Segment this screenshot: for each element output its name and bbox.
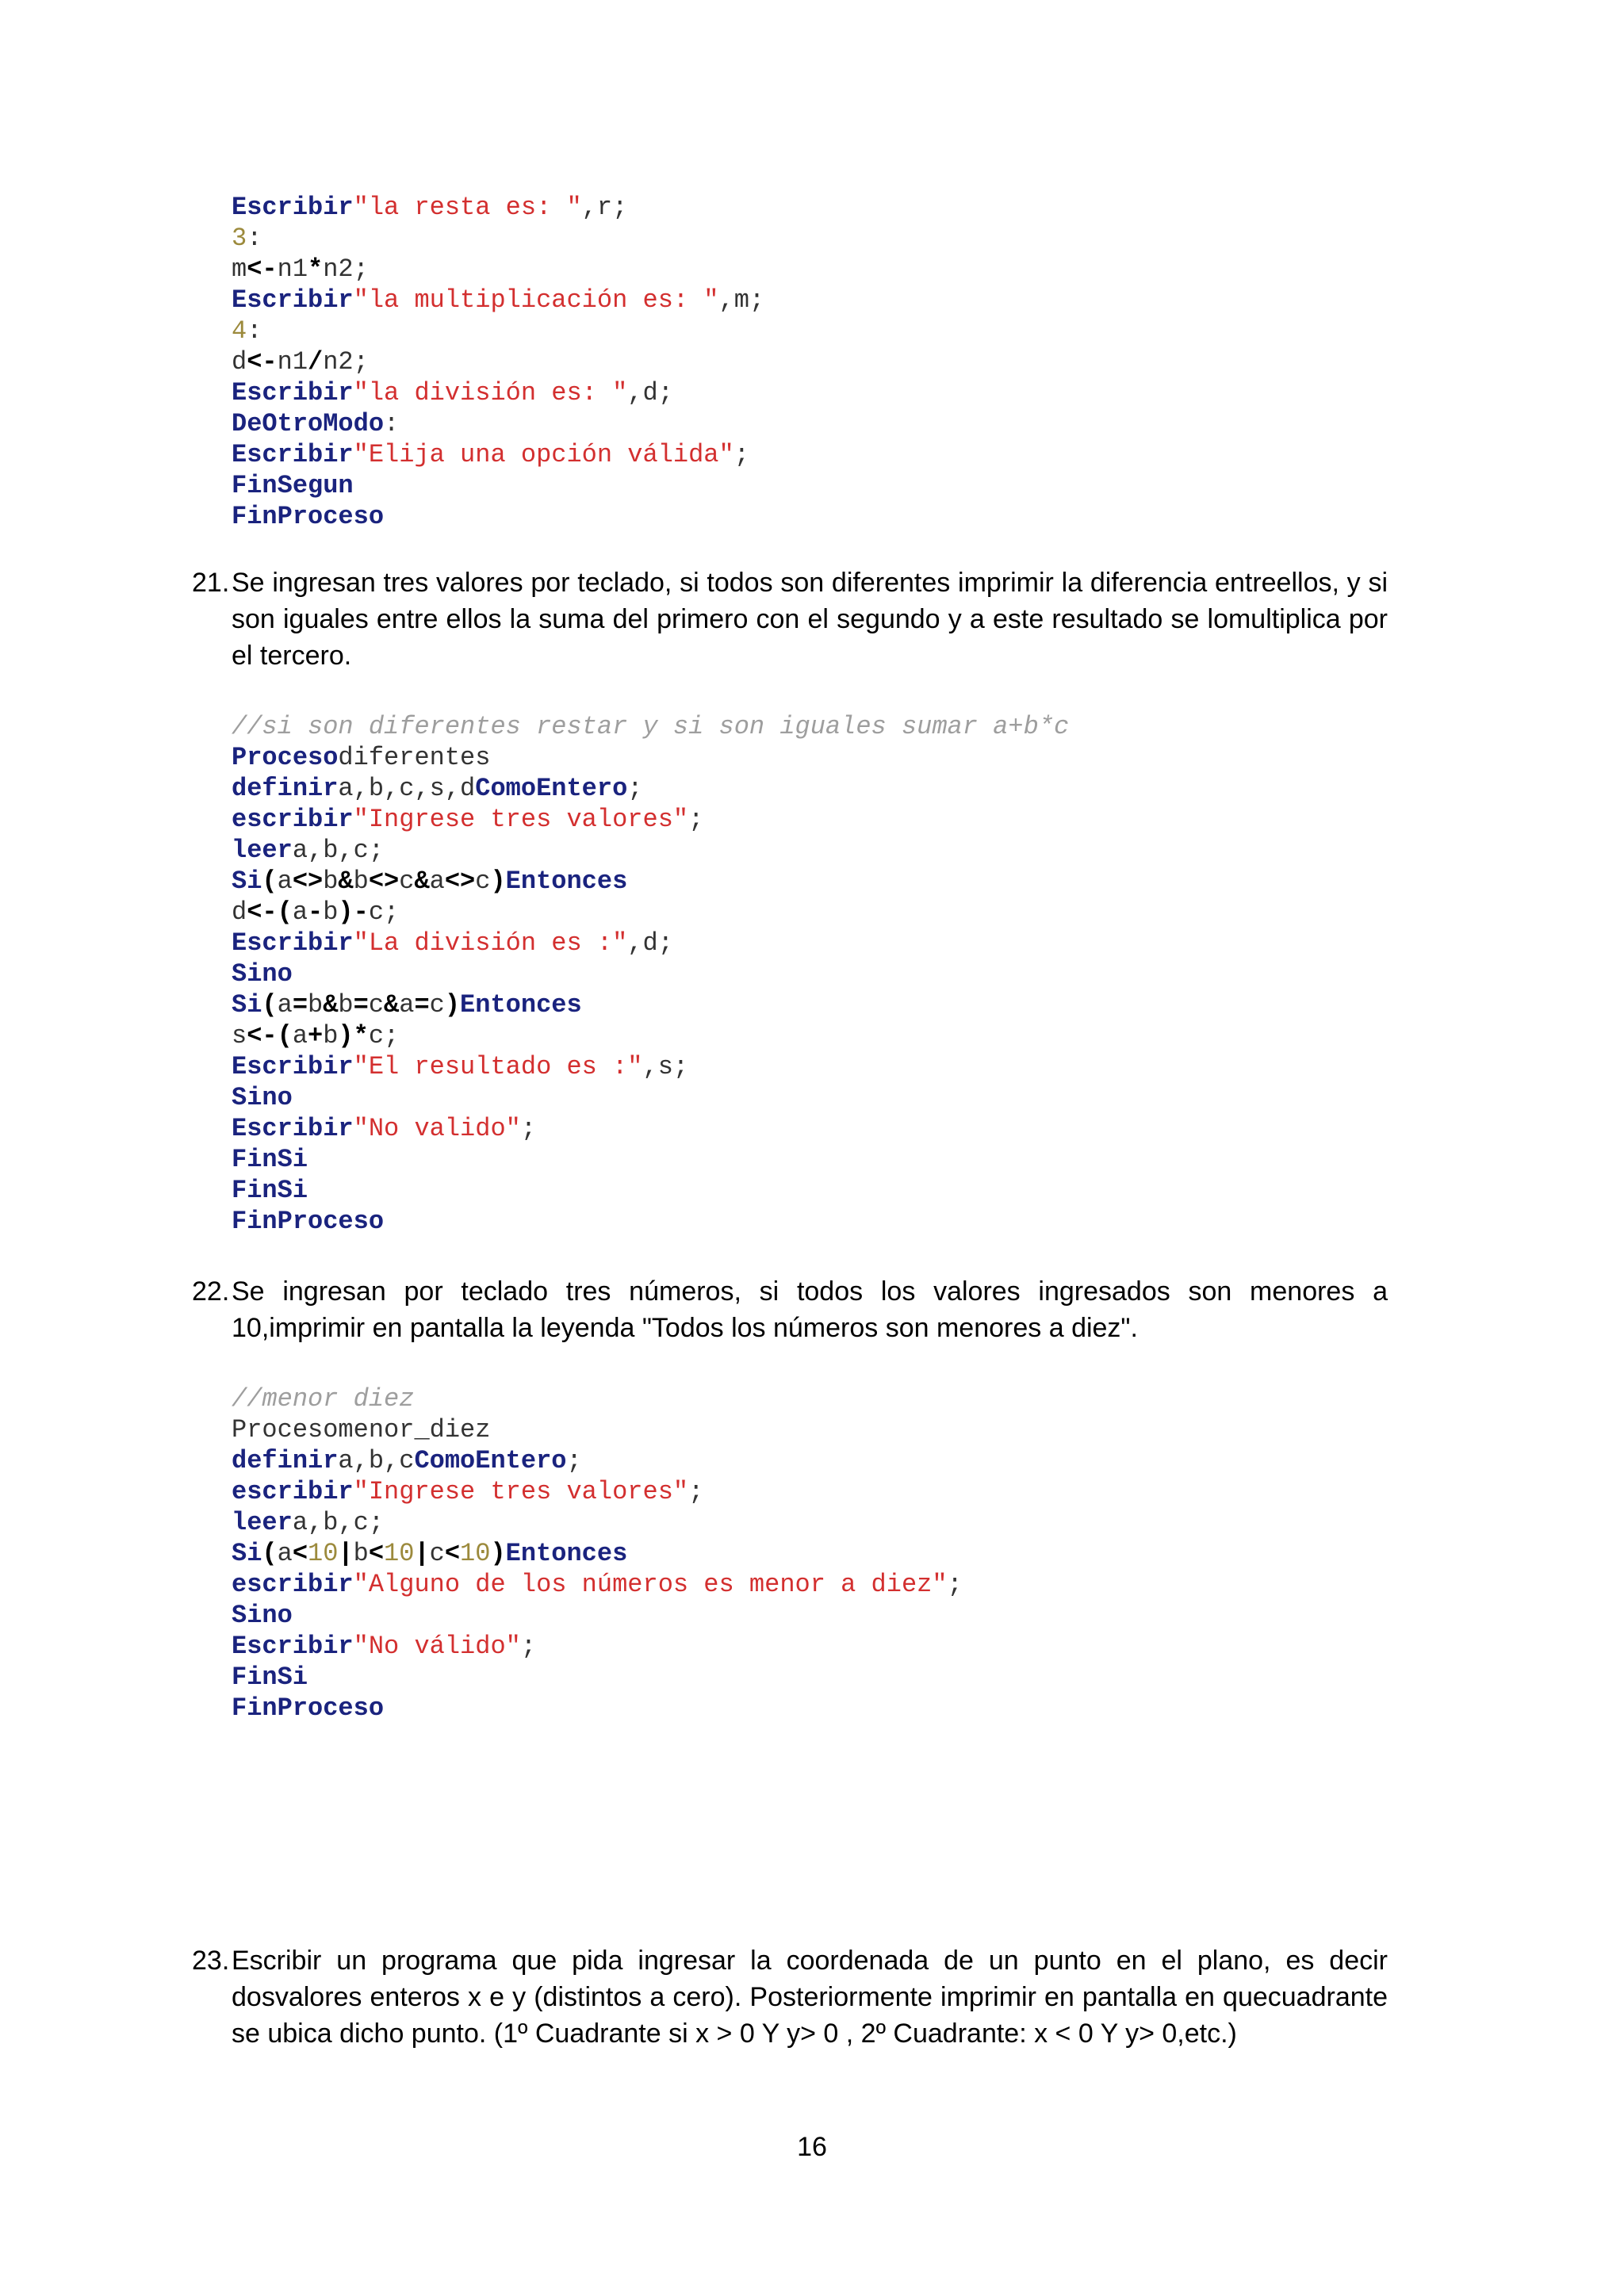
code-token: ; [520,1114,537,1143]
code-token: "la multiplicación es: " [353,285,719,315]
code-token: ; [947,1570,963,1599]
code-token: : [247,224,262,253]
code-token: a [429,867,445,896]
code-token: escribir [232,805,354,834]
code-token: ; [688,1477,704,1506]
code-token: Entonces [505,1539,628,1568]
code-token: Sino [232,959,293,989]
code-token: c [368,990,385,1020]
code-line [232,835,1069,866]
code-token: ( [277,897,293,927]
code-token: / [308,347,324,377]
code-token: ,d; [627,928,673,958]
code-token: 3 [232,224,247,253]
exercise-statement: Escribir un programa que pida ingresar la coordenada de un punto en el plano, es decir dosvalores enteros x e y (distintos a cero). Posteriormente imprimir en pantalla en quecuadrante se ubica dicho punto. (1º Cuadrante si x > 0 Y y> 0 , 2º Cuadrante: x < 0 Y y> 0,etc.) [232,1946,1388,2049]
code-line [232,897,1069,928]
code-line [232,439,764,470]
code-token: < [444,1539,461,1568]
code-token: a [292,1021,308,1050]
code-line [232,1476,963,1507]
code-line [232,989,1069,1020]
code-token: ) [338,897,354,927]
code-token: escribir [232,1570,354,1599]
code-token: n2; [323,347,369,377]
code-token: ( [277,1021,293,1050]
code-token: 10 [460,1539,491,1568]
code-token: a,b,c; [292,1508,385,1537]
code-token: "No valido" [353,1114,521,1143]
code-token: "El resultado es :" [353,1052,643,1081]
code-line [232,1538,963,1569]
code-token: "La división es :" [353,928,628,958]
code-block-menor-diez [232,1383,963,1724]
code-token: = [353,990,369,1020]
code-token: ( [262,990,278,1020]
code-token: a [277,867,293,896]
code-token: b [323,867,339,896]
code-token: * [353,1021,369,1050]
code-token: diferentes [338,743,491,772]
exercise-number: 22. [192,1276,230,1307]
code-token: a,b,c [338,1446,415,1475]
exercise-statement: Se ingresan tres valores por teclado, si todos son diferentes imprimir la diferencia entreellos, y si son iguales entre ellos la suma del primero con el segundo y a este resultado se lomultiplica por el tercero. [232,568,1388,671]
code-token: <> [368,867,400,896]
code-token: & [384,990,400,1020]
code-token: "Ingrese tres valores" [353,805,689,834]
code-token: a [399,990,415,1020]
code-token: Escribir [232,1632,354,1661]
code-token: * [308,254,324,284]
code-line [232,1020,1069,1051]
code-line [232,959,1069,989]
code-line [232,408,764,439]
code-line [232,804,1069,835]
code-token: m [232,254,247,284]
code-token: ,m; [718,285,765,315]
code-token: d [232,347,247,377]
code-token: escribir [232,1477,354,1506]
code-token: ) [444,990,461,1020]
code-line [232,377,764,408]
code-token: b [308,990,324,1020]
code-token: b [353,1539,369,1568]
code-token: ,r; [581,193,628,222]
code-token: Escribir [232,928,354,958]
code-token: s [232,1021,247,1050]
code-token: ) [490,867,506,896]
code-token: + [308,1021,324,1050]
code-token: | [414,1539,430,1568]
code-line [232,346,764,377]
code-token: ,s; [642,1052,689,1081]
exercise-number: 23. [192,1946,230,1976]
code-token: //si son diferentes restar y si son iguales sumar a+b*c [232,712,1070,741]
code-token: definir [232,774,339,803]
code-token: Procesomenor_diez [232,1415,491,1445]
code-line [232,1206,1069,1237]
code-line [232,773,1069,804]
code-token: ComoEntero [414,1446,567,1475]
code-line [232,742,1069,773]
code-token: 10 [384,1539,415,1568]
code-token: FinProceso [232,1693,385,1723]
code-line [232,866,1069,897]
code-token: < [368,1539,385,1568]
code-token: Si [232,1539,262,1568]
code-token: Sino [232,1083,293,1112]
code-token: < [292,1539,308,1568]
code-token: & [338,867,354,896]
code-token: "la resta es: " [353,193,582,222]
code-line [232,711,1069,742]
code-token: <- [247,254,278,284]
exercise-23 [192,1942,1388,2052]
code-line [232,1113,1069,1144]
code-token: Si [232,990,262,1020]
code-token: ; [520,1632,537,1661]
code-token: //menor diez [232,1384,415,1414]
code-token: leer [232,836,293,865]
code-token: Escribir [232,440,354,469]
code-token: FinProceso [232,1207,385,1236]
code-token: leer [232,1508,293,1537]
code-token: "Ingrese tres valores" [353,1477,689,1506]
code-token: c; [368,897,400,927]
code-token: ; [733,440,749,469]
page-number: 16 [797,2132,827,2162]
code-token: - [308,897,324,927]
code-token: Sino [232,1601,293,1630]
exercise-statement: Se ingresan por teclado tres números, si todos los valores ingresados son menores a 10,imprimir en pantalla la leyenda "Todos los números son menores a diez". [232,1276,1388,1343]
code-token: <> [444,867,476,896]
code-token: <- [247,347,278,377]
code-token: ComoEntero [475,774,628,803]
code-token: | [338,1539,354,1568]
code-token: FinProceso [232,502,385,531]
code-line [232,192,764,223]
code-token: b [338,990,354,1020]
code-token: n1 [277,254,308,284]
code-token: Escribir [232,285,354,315]
code-token: ; [688,805,704,834]
code-token: definir [232,1446,339,1475]
code-line [232,1662,963,1693]
code-token: Escribir [232,378,354,408]
code-token: ) [338,1021,354,1050]
code-token: : [384,409,400,438]
code-token: <- [247,1021,278,1050]
code-token: 4 [232,316,247,346]
code-token: - [353,897,369,927]
code-token: b [323,897,339,927]
code-token: ; [627,774,643,803]
code-token: FinSi [232,1176,308,1205]
code-token: a,b,c; [292,836,385,865]
code-token: "Elija una opción válida" [353,440,734,469]
code-line [232,254,764,285]
code-token: Proceso [232,743,339,772]
code-line [232,285,764,316]
exercise-number: 21. [192,568,230,598]
code-token: "No válido" [353,1632,521,1661]
code-token: & [323,990,339,1020]
code-line [232,1631,963,1662]
code-line [232,1082,1069,1113]
code-token: 10 [308,1539,339,1568]
code-token: <- [247,897,278,927]
code-line [232,1600,963,1631]
code-token: a [292,897,308,927]
code-token: = [292,990,308,1020]
code-token: d [232,897,247,927]
code-token: "Alguno de los números es menor a diez" [353,1570,948,1599]
code-line [232,316,764,346]
code-token: : [247,316,262,346]
code-line [232,1693,963,1724]
code-line [232,1507,963,1538]
code-token: Escribir [232,1052,354,1081]
code-token: FinSegun [232,471,354,500]
code-token: <> [292,867,324,896]
code-token: & [414,867,430,896]
code-token: n2; [323,254,369,284]
code-token: DeOtroModo [232,409,385,438]
code-line [232,501,764,532]
code-line [232,1175,1069,1206]
exercise-21 [192,564,1388,674]
code-token: n1 [277,347,308,377]
exercise-22 [192,1273,1388,1346]
code-token: Escribir [232,1114,354,1143]
code-line [232,1051,1069,1082]
code-token: = [414,990,430,1020]
code-token: b [353,867,369,896]
code-token: a [277,990,293,1020]
code-token: a,b,c,s,d [338,774,476,803]
code-token: b [323,1021,339,1050]
code-token: Entonces [505,867,628,896]
code-line [232,1414,963,1445]
code-token: FinSi [232,1145,308,1174]
code-block-diferentes [232,711,1069,1237]
code-token: ,d; [627,378,673,408]
code-token: c [475,867,491,896]
code-token: "la división es: " [353,378,628,408]
code-token: ( [262,1539,278,1568]
code-token: Escribir [232,193,354,222]
code-token: c [399,867,415,896]
code-token: ; [566,1446,582,1475]
code-line [232,1144,1069,1175]
code-block-segun-end [232,192,764,532]
code-token: FinSi [232,1663,308,1692]
code-token: Entonces [460,990,582,1020]
code-token: c; [368,1021,400,1050]
code-line [232,470,764,501]
code-line [232,1569,963,1600]
code-token: c [429,990,445,1020]
code-line [232,1383,963,1414]
code-token: ) [490,1539,506,1568]
code-token: c [429,1539,445,1568]
code-token: a [277,1539,293,1568]
code-line [232,1445,963,1476]
code-token: ( [262,867,278,896]
code-line [232,223,764,254]
code-token: Si [232,867,262,896]
code-line [232,928,1069,959]
